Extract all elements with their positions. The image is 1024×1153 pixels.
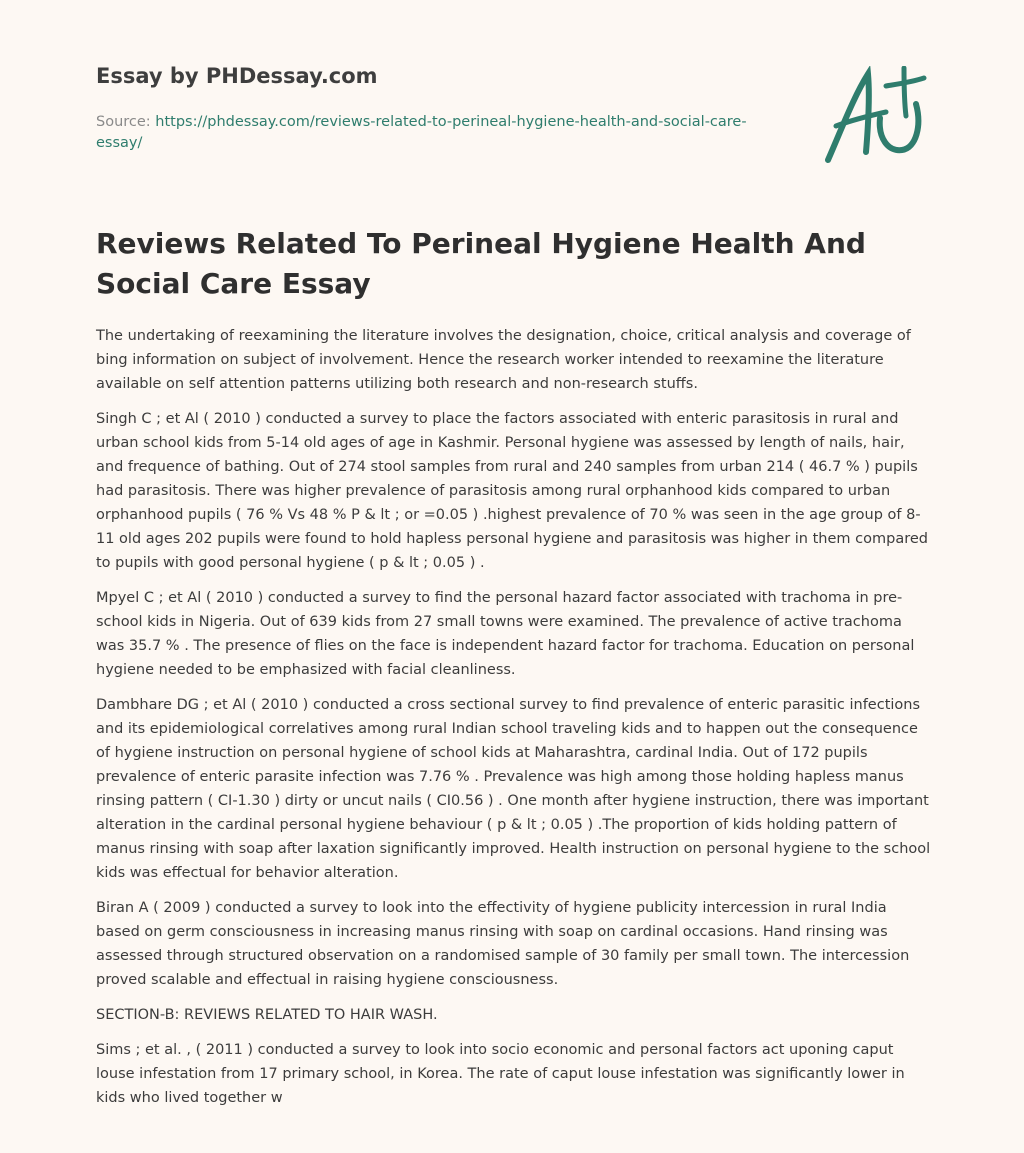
site-title: Essay by PHDessay.com: [96, 64, 378, 88]
essay-body: [96, 324, 932, 1121]
source-link[interactable]: https://phdessay.com/reviews-related-to-perineal-hygiene-health-and-social-care-essay/: [96, 114, 747, 151]
paragraph: The undertaking of reexamining the literature involves the designation, choice, critical analysis and coverage of bing information on subject of involvement. Hence the research worker intended to reexamine the literature available on self attention patterns utilizing both research and non-research stuffs.: [96, 328, 911, 392]
source-label: Source:: [96, 114, 151, 130]
paragraph: Singh C ; et Al ( 2010 ) conducted a survey to place the factors associated with enteric parasitosis in rural and urban school kids from 5-14 old ages of age in Kashmir. Personal hygiene was assessed by length of nails, hair, and frequence of bathing. Out of 274 stool samples from rural and 240 samples from urban 214 ( 46.7 % ) pupils had parasitosis. There was higher prevalence of parasitosis among rural orphanhood kids compared to urban orphanhood pupils ( 76 % Vs 48 % P & lt ; or =0.05 ) .highest prevalence of 70 % was seen in the age group of 8-11 old ages 202 pupils were found to hold hapless personal hygiene and parasitosis was higher in them compared to pupils with good personal hygiene ( p & lt ; 0.05 ) .: [96, 411, 928, 571]
paragraph: Sims ; et al. , ( 2011 ) conducted a survey to look into socio economic and personal factors act uponing caput louse infestation from 17 primary school, in Korea. The rate of caput louse infestation was significantly lower in kids who lived together w: [96, 1042, 905, 1106]
logo-text: A+: [822, 95, 926, 166]
paragraph: Biran A ( 2009 ) conducted a survey to look into the effectivity of hygiene publicity intercession in rural India based on germ consciousness in increasing manus rinsing with soap on cardinal occasions. Hand rinsing was assessed through structured observation on a randomised sample of 30 family per small town. The intercession proved scalable and effectual in raising hygiene consciousness.: [96, 900, 910, 988]
paragraph: Dambhare DG ; et Al ( 2010 ) conducted a cross sectional survey to find prevalence of enteric parasitic infections and its epidemiological correlatives among rural Indian school traveling kids and to happen out the consequence of hygiene instruction on personal hygiene of school kids at Maharashtra, cardinal India. Out of 172 pupils prevalence of enteric parasite infection was 7.76 % . Prevalence was high among those holding hapless manus rinsing pattern ( CI-1.30 ) dirty or uncut nails ( CI0.56 ) . One month after hygiene instruction, there was important alteration in the cardinal personal hygiene behaviour ( p & lt ; 0.05 ) .The proportion of kids holding pattern of manus rinsing with soap after laxation significantly improved. Health instruction on personal hygiene to the school kids was effectual for behavior alteration.: [96, 697, 931, 881]
paragraph: Mpyel C ; et Al ( 2010 ) conducted a survey to find the personal hazard factor associated with trachoma in pre-school kids in Nigeria. Out of 639 kids from 27 small towns were examined. The prevalence of active trachoma was 35.7 % . The presence of flies on the face is independent hazard factor for trachoma. Education on personal hygiene needed to be emphasized with facial cleanliness.: [96, 590, 915, 678]
section-heading: SECTION-B: REVIEWS RELATED TO HAIR WASH.: [96, 1007, 438, 1023]
a-plus-logo-icon: [818, 66, 930, 166]
essay-title: Reviews Related To Perineal Hygiene Health And Social Care Essay: [96, 227, 866, 300]
source-line: [96, 112, 756, 154]
